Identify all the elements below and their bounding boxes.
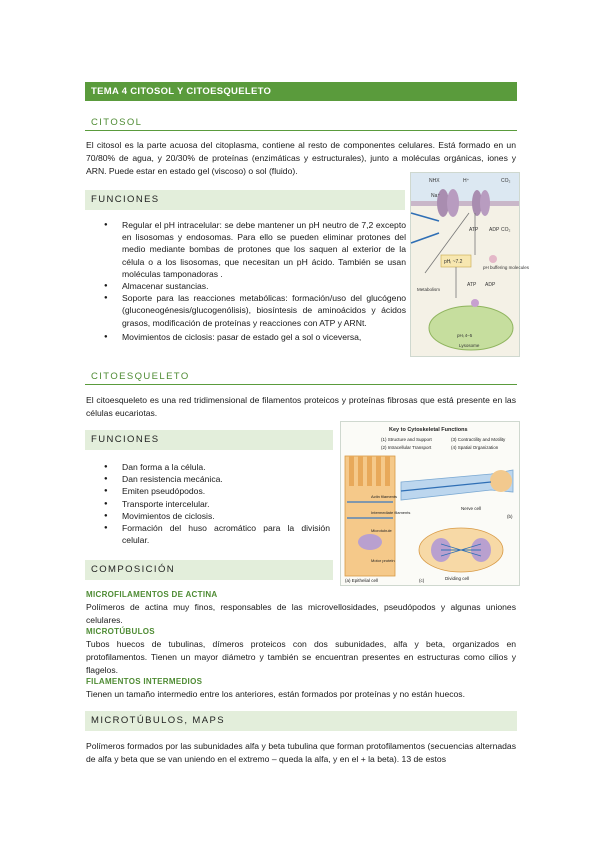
cytoskeleton-diagram	[341, 422, 519, 585]
maps-paragraph: Polímeros formados por las subunidades alfa y beta tubulina que forman protofilamentos (secuencias alternadas de alfa y beta que se van uniendo en el extremo – queda la alfa, y en el + la beta). 13 de estos	[86, 741, 516, 765]
label-b: (b)	[507, 514, 513, 519]
key-3: (3) Contractility and Motility	[451, 437, 506, 442]
citoesqueleto-functions-heading: FUNCIONES	[85, 430, 333, 450]
ph-diagram	[411, 173, 529, 356]
label-co2-mid: CO₂	[501, 227, 511, 233]
key-title: Key to Cytoskeletal Functions	[389, 427, 468, 433]
label-adp-low: ADP	[485, 282, 496, 288]
citoesqueleto-paragraph: El citoesqueleto es una red tridimensional de filamentos proteicos y proteínas fibrosas que está presente en las células eucariotas.	[86, 395, 516, 419]
label-nerve: Nerve cell	[461, 506, 482, 511]
citosol-functions-list	[104, 219, 406, 343]
list-item: ● Soporte para las reacciones metabólicas: formación/uso del glucógeno (gluconeogénesis/glucogenólisis), biosíntesis de aminoácidos y ácidos grasos, modificación de proteínas y reacciones con ATP y ARNt.	[104, 292, 406, 329]
label-lysosome: Lysosome	[459, 343, 480, 348]
key-4: (4) Spatial Organization	[451, 445, 499, 450]
composicion-item-title: FILAMENTOS INTERMEDIOS	[86, 677, 203, 686]
composicion-item-title: MICROTÚBULOS	[86, 627, 155, 636]
composicion-item-text: Tubos huecos de tubulinas, dímeros proteicos con dos subunidades, alfa y beta, organizados en protofilamentos. Tienen un mayor diámetro y también se encuentran presentes en estructuras como cilios y flagelos.	[86, 639, 516, 676]
composicion-item-text: Tienen un tamaño intermedio entre los anteriores, están formados por proteínas y no están huecos.	[86, 689, 465, 699]
label-buffer: pH buffering molecules	[483, 265, 529, 270]
label-na: Na⁺	[431, 193, 441, 199]
composicion-item-title: MICROFILAMENTOS DE ACTINA	[86, 590, 218, 599]
label-h-top: H⁺	[463, 178, 470, 184]
list-item: ● Formación del huso acromático para la división celular.	[104, 522, 330, 546]
list-item: ● Dan resistencia mecánica.	[104, 473, 330, 485]
composicion-heading: COMPOSICIÓN	[85, 560, 333, 580]
section-citosol-heading: CITOSOL	[85, 114, 517, 131]
label-atp-low: ATP	[467, 282, 477, 288]
list-item: ● Dan forma a la célula.	[104, 461, 330, 473]
label-co2-top: CO₂	[501, 178, 511, 184]
label-dividing: Dividing cell	[445, 576, 470, 581]
list-item: ● Movimientos de ciclosis: pasar de estado gel a sol o viceversa,	[104, 331, 406, 343]
cytosol-ph-figure	[410, 172, 529, 357]
label-metabolism: Metabolism	[417, 287, 441, 292]
citosol-paragraph: El citosol es la parte acuosa del citoplasma, contiene al resto de componentes celulares. Está formado en un 70/80% de agua, y 20/30% de proteínas (enzimáticas y estructurales), junto a moléculas orgánicas, iones y ARN. Puede estar en estado gel (viscoso) o sol (fluido).	[86, 140, 516, 177]
cytoskeleton-figure	[340, 421, 520, 586]
label-actin: Actin filaments	[371, 494, 398, 499]
citosol-functions-heading: FUNCIONES	[85, 190, 405, 210]
list-item: ● Regular el pH intracelular: se debe mantener un pH neutro de 7,2 excepto en lisosomas y endosomas. Para ello se pueden eliminar protones del medio mediante bombas de protones que los saquen al exterior de la célula o a los lisosomas, que necesitan un pH ácido. También se usan moléculas tamponadoras .	[104, 219, 406, 280]
list-item: ● Emiten pseudópodos.	[104, 485, 330, 497]
label-atp-top: ATP	[469, 227, 479, 233]
label-intermediate: Intermediate filaments	[371, 510, 411, 515]
label-c: (c)	[419, 578, 425, 583]
label-ph72: pHᵢ ~7.2	[444, 259, 463, 265]
key-2: (2) Intracellular Transport	[381, 445, 432, 450]
list-item: ● Movimientos de ciclosis.	[104, 510, 330, 522]
section-citoesqueleto-heading: CITOESQUELETO	[85, 368, 517, 385]
label-motor: Motor protein	[371, 558, 395, 563]
label-microtubule: Microtubule	[371, 528, 392, 533]
list-item: ● Transporte intercelular.	[104, 498, 330, 510]
citoesqueleto-functions-list	[104, 461, 330, 546]
label-adp-top: ADP	[489, 227, 500, 233]
label-epithelial: (a) Epithelial cell	[345, 578, 379, 583]
page-title: TEMA 4 CITOSOL Y CITOESQUELETO	[85, 82, 517, 101]
label-nhx: NHX	[429, 178, 440, 184]
composicion-item-text: Polímeros de actina muy finos, responsables de las microvellosidades, pseudópodos y algunas uniones celulares.	[86, 602, 516, 626]
list-item: ● Almacenar sustancias.	[104, 280, 406, 292]
label-ph45: pHᵢ 4–5	[457, 333, 473, 338]
maps-heading: MICROTÚBULOS, MAPS	[85, 711, 517, 731]
key-1: (1) Structure and Support	[381, 437, 432, 442]
